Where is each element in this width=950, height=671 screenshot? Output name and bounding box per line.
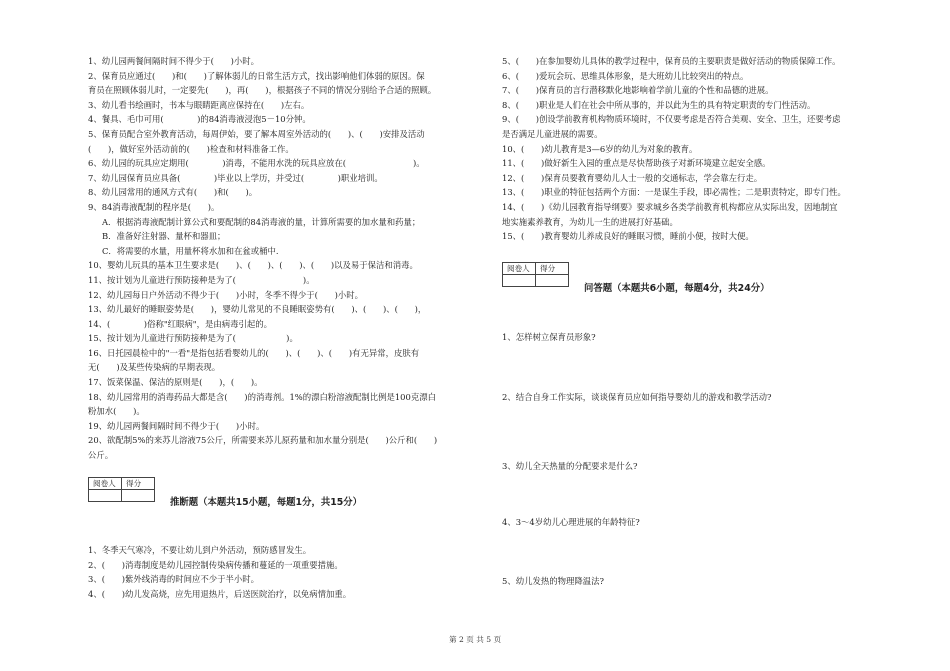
score-cell — [536, 275, 569, 287]
question-line: 6、( )爱玩会玩、思维具体形象，是大班幼儿比较突出的特点。 — [502, 70, 749, 81]
question-line: B．准备好注射器、量杯和器皿； — [102, 231, 226, 242]
score-label: 得分 — [536, 263, 569, 275]
question-line: 16、日托园晨检中的"一看"是指包括看婴幼儿的( )、( )、( )有无异常，皮肤有 — [88, 347, 420, 358]
reviewer-label: 阅卷人 — [89, 478, 122, 490]
question-line: 13、( )职业的特征包括两个方面：一是谋生手段，即必需性；二是职责特定，即专门性。 — [502, 187, 846, 198]
question-line: 19、幼儿园两餐间隔时间不得少于( )小时。 — [88, 420, 265, 431]
question-line: 14、( )俗称"红眼病"，是由病毒引起的。 — [88, 318, 273, 329]
question-line: 地实施素养教育，为幼儿一生的进展打好基础。 — [502, 216, 678, 227]
question-line: 15、按计划为儿童进行预防接种是为了( )。 — [88, 333, 298, 344]
qa-section-title: 问答题（本题共6小题，每题4分，共24分） — [584, 283, 770, 294]
question-line: 7、幼儿园保育员应具备( )毕业以上学历，并受过( )职业培训。 — [88, 172, 383, 183]
question-line: 粉加水( )。 — [88, 406, 145, 417]
judgment-section-title: 推断题（本题共15小题，每题1分，共15分） — [170, 497, 362, 508]
score-cell — [122, 490, 155, 502]
question-line: 是否满足儿童进展的需要。 — [502, 128, 603, 139]
question-line: ( )，做好室外活动前的( )检查和材料准备工作。 — [88, 143, 294, 154]
question-line: 无( )及某些传染病的早期表现。 — [88, 362, 221, 373]
question-line: A．根据消毒液配制计算公式和要配制的84消毒液的量，计算所需要的加水量和药量； — [102, 216, 421, 227]
question-line: 7、( )保育员的言行潜移默化地影响着学前儿童的个性和品德的进展。 — [502, 85, 774, 96]
page-footer: 第 2 页 共 5 页 — [448, 635, 502, 644]
question-line: 10、( )幼儿教育是3—6岁的幼儿为对象的教育。 — [502, 143, 698, 154]
qa-question-3: 3、幼儿全天热量的分配要求是什么? — [502, 461, 638, 471]
fill-in-section — [88, 54, 488, 463]
question-line: 1、幼儿园两餐间隔时间不得少于( )小时。 — [88, 56, 259, 66]
score-box-judgment — [88, 477, 155, 502]
question-line: 8、幼儿园常用的通风方式有( )和( )。 — [88, 187, 258, 198]
question-line: 公斤。 — [88, 450, 114, 461]
score-box-qa — [502, 262, 569, 287]
question-line: 8、( )职业是人们在社会中所从事的，并以此为生的具有特定职责的专门性活动。 — [502, 99, 816, 110]
question-line: 9、84消毒液配制的程序是( )。 — [88, 201, 220, 212]
question-line: 2、( )消毒制度是幼儿园控制传染病传播和蔓延的一项重要措施。 — [88, 559, 343, 570]
question-line: 育员在照顾体弱儿时，一定要先( )，再( )，根据孩子不同的情况分别给予合适的照顾。 — [88, 85, 437, 96]
question-line: 13、幼儿最好的睡眠姿势是( )，婴幼儿常见的不良睡眠姿势有( )、( )、( )， — [88, 304, 427, 315]
question-line: 3、幼儿看书绘画时，书本与眼睛距离应保持在( )左右。 — [88, 99, 310, 110]
qa-question-1: 1、怎样树立保育员形象? — [502, 332, 596, 342]
question-line: 15、( )教育婴幼儿养成良好的睡眠习惯，睡前小便，按时大便。 — [502, 231, 754, 242]
left-column — [88, 54, 488, 463]
question-line: 12、幼儿园每日户外活动不得少于( )小时，冬季不得少于( )小时。 — [88, 289, 363, 300]
question-line: 14、( )《幼儿园教育指导纲要》要求城乡各类学前教育机构都应从实际出发，因地制宜 — [502, 201, 838, 212]
question-line: 1、冬季天气寒冷，不要让幼儿到户外活动，预防感冒发生。 — [88, 545, 312, 555]
question-line: 11、( )做好新生入园的重点是尽快帮助孩子对新环境建立起安全感。 — [502, 158, 771, 169]
reviewer-label: 阅卷人 — [503, 263, 536, 275]
question-line: 17、饭菜保温、保洁的原则是( )，( )。 — [88, 377, 263, 388]
question-line: 11、按计划为儿童进行预防接种是为了( )。 — [88, 274, 315, 285]
question-line: 9、( )创设学前教育机构物质环境时，不仅要考虑是否符合美观、安全、卫生，还要考虑 — [502, 114, 841, 125]
question-line: C．将需要的水量，用量杯将水加和在盆或桶中. — [102, 245, 279, 256]
reviewer-cell — [89, 490, 122, 502]
qa-question-4: 4、3～4岁幼儿心理进展的年龄特征? — [502, 517, 640, 527]
qa-question-5: 5、幼儿发热的物理降温法? — [502, 576, 604, 586]
question-line: 18、幼儿园常用的消毒药品大都是含( )的消毒剂。1%的漂白粉溶液配制比例是100克漂白 — [88, 391, 436, 402]
score-label: 得分 — [122, 478, 155, 490]
qa-question-2: 2、结合自身工作实际，谈谈保育员应如何指导婴幼儿的游戏和教学活动? — [502, 392, 772, 402]
question-line: 12、( )保育员要教育婴幼儿人士一般的交通标志，学会靠左行走。 — [502, 172, 763, 183]
question-line: 20、欲配制5%的来苏儿溶液75公斤，所需要来苏儿原药量和加水量分别是( )公斤和( ) — [88, 435, 438, 446]
reviewer-cell — [503, 275, 536, 287]
question-line: 6、幼儿园的玩具应定期用( )消毒，不能用水洗的玩具应放在( )。 — [88, 158, 425, 169]
question-line: 4、( )幼儿发高烧，应先用退热片，后送医院治疗，以免病情加重。 — [88, 588, 352, 599]
question-line: 5、保育员配合室外教育活动，每周伊始，要了解本周室外活动的( )、( )安排及活动 — [88, 128, 425, 139]
judgment-right-list — [502, 54, 892, 244]
judgment-left-list — [88, 543, 488, 601]
question-line: 5、( )在参加婴幼儿具体的教学过程中，保育员的主要职责是做好活动的物质保障工作。 — [502, 56, 841, 66]
question-line: 2、保育员应通过( )和( )了解体弱儿的日常生活方式，找出影响他们体弱的原因。保 — [88, 70, 425, 81]
question-line: 10、婴幼儿玩具的基本卫生要求是( )、( )、( )、( )以及易于保洁和消毒。 — [88, 260, 418, 271]
question-line: 3、( )紫外线消毒的时间应不少于半小时。 — [88, 574, 259, 585]
question-line: 4、餐具、毛巾可用( )的84消毒液浸泡5－10分钟。 — [88, 114, 311, 125]
